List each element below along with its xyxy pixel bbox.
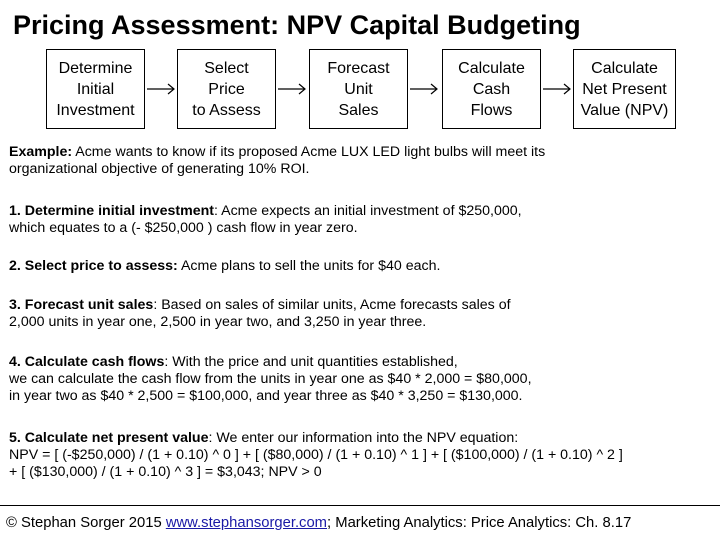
step-box-calculate-cash-flows	[442, 49, 541, 129]
paragraph-text: Acme wants to know if its proposed Acme LUX LED light bulbs will meet its	[72, 144, 546, 160]
right-arrow-icon	[409, 82, 439, 96]
paragraph-text: organizational objective of generating 10% ROI.	[9, 161, 310, 177]
step-label: Calculate Cash Flows	[458, 59, 525, 119]
paragraph-heading: Example:	[9, 144, 73, 160]
footer-copyright: © Stephan Sorger 2015	[6, 515, 166, 531]
paragraph-text: Acme plans to sell the units for $40 each.	[177, 258, 441, 274]
step2-paragraph	[9, 258, 715, 275]
paragraph-text: NPV = [ (-$250,000) / (1 + 0.10) ^ 0 ] + [ ($80,000) / (1 + 0.10) ^ 1 ] + [ ($100,000) / (1 + 0.10) ^ 2 ]	[9, 447, 623, 463]
paragraph-text: + [ ($130,000) / (1 + 0.10) ^ 3 ] = $3,043; NPV > 0	[9, 464, 322, 480]
paragraph-heading: 4. Calculate cash flows	[9, 354, 165, 370]
paragraph-text: : We enter our information into the NPV equation:	[208, 430, 519, 446]
step-box-select-price	[177, 49, 276, 129]
step3-paragraph	[9, 297, 715, 331]
paragraph-heading: 5. Calculate net present value	[9, 430, 209, 446]
paragraph-text: which equates to a (- $250,000 ) cash flow in year zero.	[9, 220, 358, 236]
paragraph-text: : With the price and unit quantities established,	[164, 354, 458, 370]
step-label: Forecast Unit Sales	[327, 59, 390, 119]
step-label: Determine Initial Investment	[56, 59, 135, 119]
step5-paragraph	[9, 430, 715, 481]
step1-paragraph	[9, 203, 715, 237]
paragraph-heading: 1. Determine initial investment	[9, 203, 214, 219]
paragraph-heading: 2. Select price to assess:	[9, 258, 178, 274]
paragraph-text: : Acme expects an initial investment of $250,000,	[214, 203, 522, 219]
right-arrow-icon	[146, 82, 176, 96]
right-arrow-icon	[542, 82, 572, 96]
step-box-determine-investment	[46, 49, 145, 129]
paragraph-heading: 3. Forecast unit sales	[9, 297, 154, 313]
paragraph-text: in year two as $40 * 2,500 = $100,000, and year three as $40 * 3,250 = $130,000.	[9, 388, 523, 404]
step-box-forecast-sales	[309, 49, 408, 129]
step4-paragraph	[9, 354, 715, 405]
example-paragraph	[9, 144, 715, 178]
step-label: Calculate Net Present Value (NPV)	[580, 59, 669, 119]
footer-website-link[interactable]: www.stephansorger.com	[165, 515, 328, 531]
paragraph-text: 2,000 units in year one, 2,500 in year two, and 3,250 in year three.	[9, 314, 427, 330]
paragraph-text: : Based on sales of similar units, Acme forecasts sales of	[153, 297, 511, 313]
footer	[0, 505, 720, 540]
footer-course-info: ; Marketing Analytics: Price Analytics: Ch. 8.17	[327, 515, 632, 531]
right-arrow-icon	[277, 82, 307, 96]
step-label: Select Price to Assess	[192, 59, 261, 119]
step-box-calculate-npv	[573, 49, 676, 129]
page-title: Pricing Assessment: NPV Capital Budgeting	[13, 10, 581, 40]
paragraph-text: we can calculate the cash flow from the units in year one as $40 * 2,000 = $80,000,	[9, 371, 532, 387]
